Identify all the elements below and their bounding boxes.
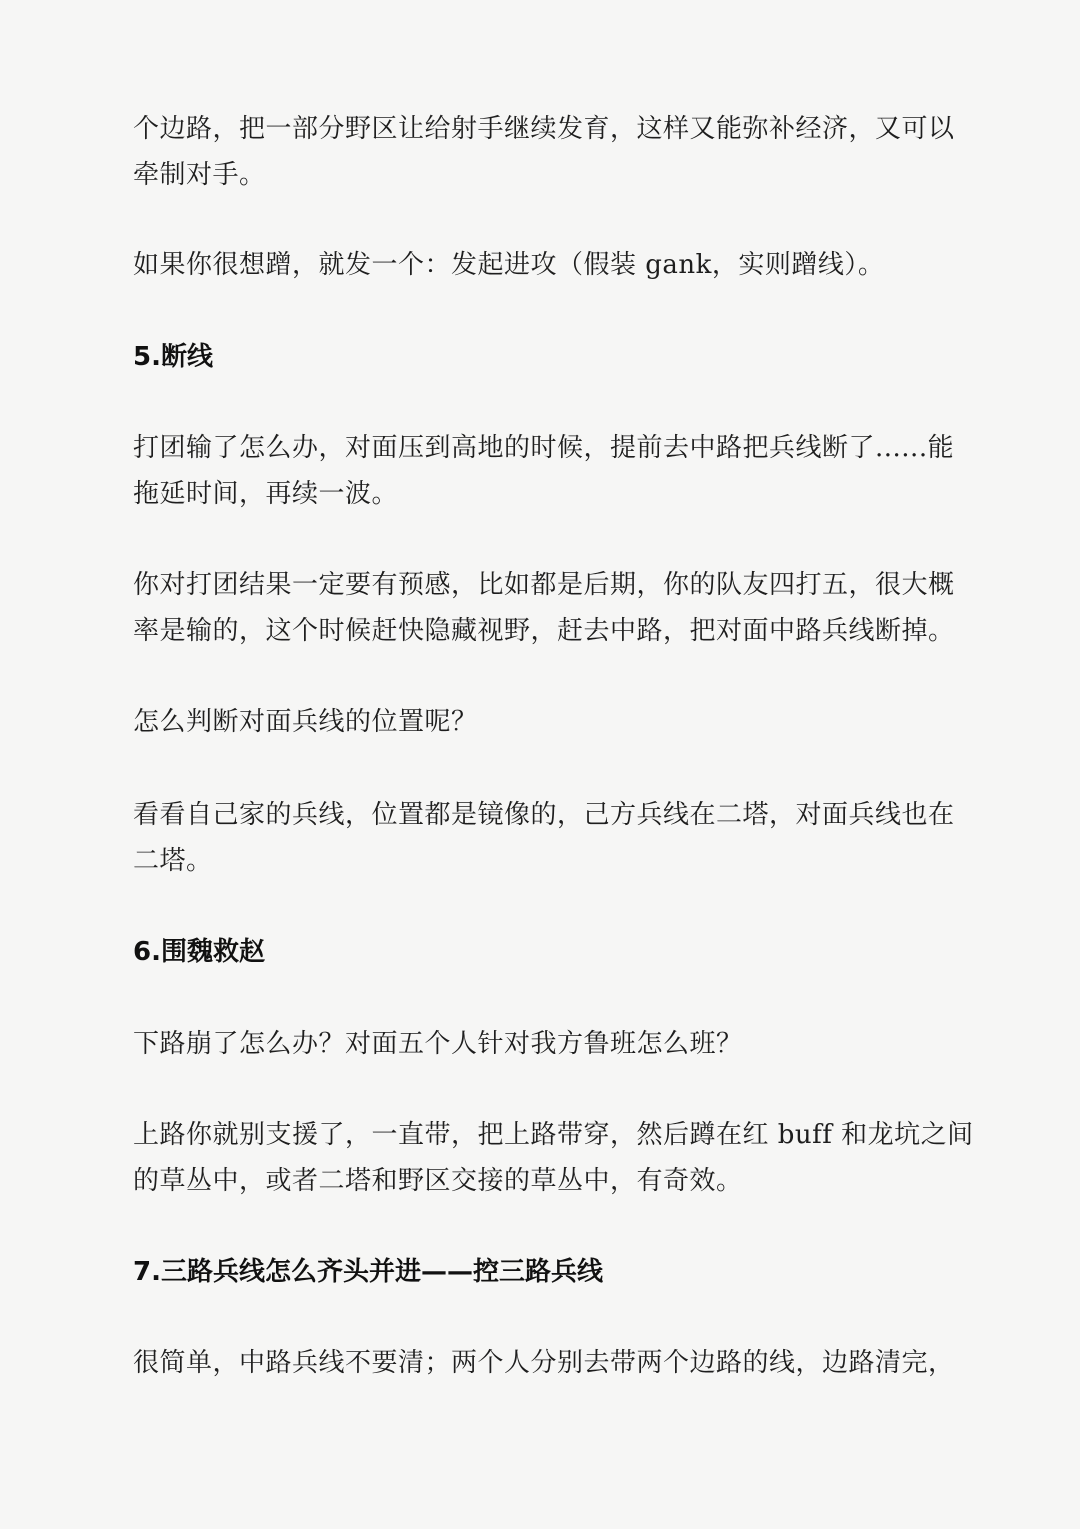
paragraph-mirror-wave (133, 792, 963, 884)
paragraph-cut-wave (133, 425, 963, 517)
text-line: 如果你很想蹭，就发一个：发起进攻（假装 gank，实则蹭线）。 (133, 250, 885, 280)
text-line: 二塔。 (133, 846, 213, 876)
text-line: 下路崩了怎么办？对面五个人针对我方鲁班怎么班？ (133, 1029, 743, 1059)
paragraph-three-lane-control (133, 1340, 963, 1386)
text-line: 怎么判断对面兵线的位置呢？ (133, 707, 478, 737)
text-line: 打团输了怎么办，对面压到高地的时候，提前去中路把兵线断了......能 (133, 433, 955, 463)
paragraph-teamfight-prediction (133, 562, 963, 654)
text-line: 牵制对手。 (133, 160, 266, 190)
paragraph-bot-lane-collapse (133, 1021, 963, 1067)
section-heading-6: 6.围魏救赵 (133, 937, 265, 967)
section-heading-5: 5.断线 (133, 342, 213, 372)
section-heading-7: 7.三路兵线怎么齐头并进——控三路兵线 (133, 1257, 603, 1287)
text-line: 很简单，中路兵线不要清；两个人分别去带两个边路的线，边路清完， (133, 1348, 955, 1378)
text-line: 你对打团结果一定要有预感，比如都是后期，你的队友四打五，很大概 (133, 570, 955, 600)
text-line: 看看自己家的兵线，位置都是镜像的，己方兵线在二塔，对面兵线也在 (133, 800, 955, 830)
paragraph-question-wave-position (133, 699, 963, 745)
text-line: 拖延时间，再续一波。 (133, 479, 399, 509)
text-line: 的草丛中，或者二塔和野区交接的草丛中，有奇效。 (133, 1166, 743, 1196)
paragraph-side-lane (133, 106, 963, 198)
text-line: 上路你就别支援了，一直带，把上路带穿，然后蹲在红 buff 和龙坑之间 (133, 1120, 974, 1150)
paragraph-fake-gank (133, 242, 963, 288)
text-line: 率是输的，这个时候赶快隐藏视野，赶去中路，把对面中路兵线断掉。 (133, 616, 955, 646)
paragraph-split-push (133, 1112, 974, 1204)
text-line: 个边路，把一部分野区让给射手继续发育，这样又能弥补经济，又可以 (133, 114, 955, 144)
